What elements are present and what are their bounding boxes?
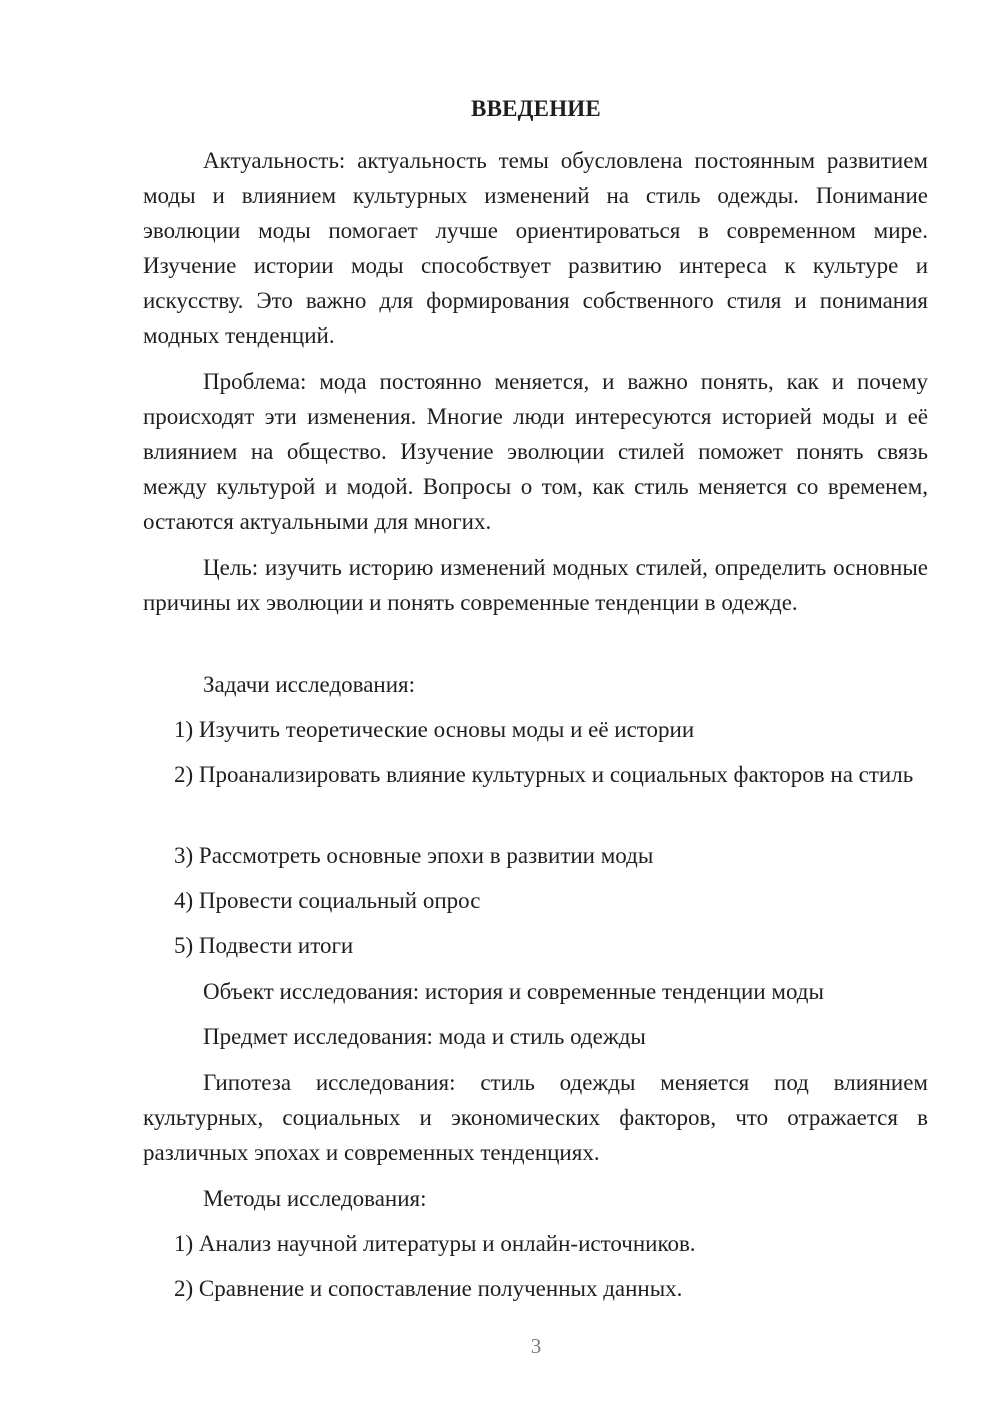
goal-paragraph: Цель: изучить историю изменений модных стилей, определить основные причины их эволюции и понять современные тенденции в одежде. [143,555,928,615]
hypothesis-paragraph: Гипотеза исследования: стиль одежды меняется под влиянием культурных, социальных и экономических факторов, что отражается в различных эпохах и современных тенденциях. [143,1070,928,1165]
method-item: 2) Сравнение и сопоставление полученных данных. [174,1276,683,1301]
task-item: 4) Провести социальный опрос [174,888,481,913]
method-item: 1) Анализ научной литературы и онлайн-источников. [174,1231,696,1256]
page-title: ВВЕДЕНИЕ [471,96,601,121]
task-item: 3) Рассмотреть основные эпохи в развитии моды [174,843,654,868]
task-item: 2) Проанализировать влияние культурных и социальных факторов на стиль [174,762,914,787]
tasks-title: Задачи исследования: [203,672,416,697]
object-line: Объект исследования: история и современные тенденции моды [203,979,824,1004]
problem-paragraph: Проблема: мода постоянно меняется, и важно понять, как и почему происходят эти изменения. Многие люди интересуются историей моды и её влиянием на общество. Изучение эволюции стилей поможет понять связь между культурой и модой. Вопросы о том, как стиль меняется со временем, остаются актуальными для многих. [143,369,928,534]
subject-line: Предмет исследования: мода и стиль одежды [203,1024,646,1049]
methods-title: Методы исследования: [203,1186,427,1211]
page-number: 3 [530,1334,542,1358]
task-item: 1) Изучить теоретические основы моды и её истории [174,717,695,742]
task-item: 5) Подвести итоги [174,933,354,958]
relevance-paragraph: Актуальность: актуальность темы обусловлена постоянным развитием моды и влиянием культурных изменений на стиль одежды. Понимание эволюции моды помогает лучше ориентироваться в современном мире. Изучение истории моды способствует развитию интереса к культуре и искусству. Это важно для формирования собственного стиля и понимания модных тенденций. [143,148,928,348]
